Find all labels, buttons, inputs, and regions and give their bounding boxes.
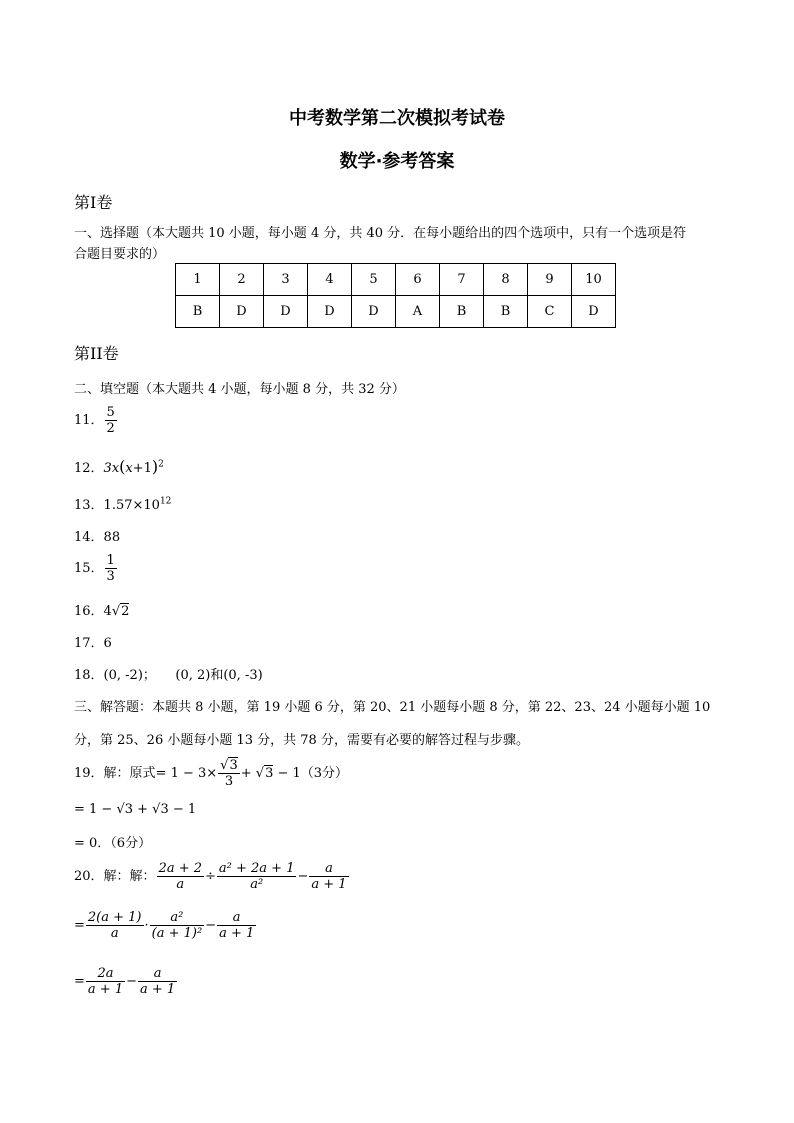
table-cell: D: [572, 296, 616, 328]
expr-exponent: 12: [159, 496, 172, 507]
answer-label: 19．解：原式: [74, 766, 156, 781]
table-cell: D: [264, 296, 308, 328]
table-cell: B: [440, 296, 484, 328]
answer-label: 16．: [74, 604, 104, 619]
choice-instruction-line2: 合题目要求的）: [74, 247, 166, 262]
fraction-denominator: a: [157, 876, 204, 892]
table-cell: 8: [484, 264, 528, 296]
fraction-denominator: a + 1: [311, 877, 347, 892]
sqrt-sign: √: [111, 604, 121, 619]
answer-16: [74, 600, 129, 619]
fraction-denominator: a + 1: [87, 982, 124, 997]
table-cell: 9: [528, 264, 572, 296]
answer-18: [74, 664, 263, 683]
answer-11: [74, 405, 118, 436]
answer-17: [74, 632, 112, 651]
fraction-denominator: (a + 1)²: [151, 926, 203, 941]
operator: =: [74, 918, 85, 933]
table-cell: D: [308, 296, 352, 328]
fraction: [105, 553, 117, 584]
expr-variable: x: [125, 461, 133, 476]
answer-table-number-row: [176, 264, 616, 296]
expr-coefficient: 4: [103, 604, 112, 619]
solution-20-line1: [74, 861, 350, 892]
fraction: [218, 758, 240, 789]
answer-value: 6: [103, 636, 112, 651]
table-cell: C: [528, 296, 572, 328]
expr-part: − 1（3分）: [273, 766, 349, 781]
expr-coefficient: 3x: [103, 461, 120, 476]
fraction: [86, 966, 125, 997]
fraction-numerator: 1: [106, 553, 115, 568]
operator: =: [74, 974, 85, 989]
fraction-numerator: a: [325, 861, 333, 876]
table-cell: 5: [352, 264, 396, 296]
fraction-numerator: a² + 2a + 1: [218, 861, 295, 876]
table-cell: 7: [440, 264, 484, 296]
table-cell: 3: [264, 264, 308, 296]
choice-instruction-line1: 一、选择题（本大题共 10 小题，每小题 4 分，共 40 分．在每小题给出的四个选项中，只有一个选项是符: [74, 226, 687, 241]
page-title: 中考数学第二次模拟考试卷: [289, 108, 505, 129]
fraction-denominator: a + 1: [219, 926, 255, 941]
answer-15: [74, 553, 118, 584]
table-cell: B: [484, 296, 528, 328]
sqrt-radicand: 3: [229, 758, 238, 773]
fraction-numerator: 5: [106, 405, 115, 420]
answer-label: 13．: [74, 498, 104, 513]
operator: ÷: [205, 869, 216, 884]
expr-part: = 1 − 3×: [155, 766, 218, 781]
page-subtitle: 数学·参考答案: [339, 151, 455, 172]
table-cell: A: [396, 296, 440, 328]
table-cell: 6: [396, 264, 440, 296]
fraction-denominator: a²: [217, 876, 297, 892]
table-cell: 10: [572, 264, 616, 296]
part1-heading: 第Ⅰ卷: [74, 193, 113, 212]
operator: −: [126, 974, 137, 989]
expr-exponent: 2: [158, 459, 164, 470]
table-cell: 1: [176, 264, 220, 296]
sqrt-radicand: 3: [265, 766, 274, 781]
table-cell: B: [176, 296, 220, 328]
answer-14: [74, 526, 120, 545]
fraction: [309, 861, 348, 892]
fraction-numerator: a²: [170, 910, 184, 925]
answer-value: (0, -2)； (0, 2)和(0, -3): [103, 668, 263, 683]
sqrt-sign: √: [255, 766, 265, 781]
fraction-denominator: 3: [218, 773, 240, 789]
answer-label: 14．: [74, 530, 104, 545]
answer-label: 12．: [74, 461, 104, 476]
solution-19-line1: [74, 758, 348, 789]
fill-heading: 二、填空题（本大题共 4 小题，每小题 8 分，共 32 分）: [74, 382, 405, 397]
fraction-denominator: a: [86, 925, 144, 941]
answer-table-answer-row: [176, 296, 616, 328]
solution-20-line2: [74, 910, 257, 941]
fraction: [150, 910, 205, 941]
solve-instruction-line1: 三、解答题：本题共 8 小题，第 19 小题 6 分，第 20、21 小题每小题 8 分，第 22、23、24 小题每小题 10: [74, 700, 711, 715]
fraction-numerator: 2a: [97, 966, 114, 981]
fraction-denominator: 2: [106, 421, 115, 436]
answer-label: 15．: [74, 561, 104, 576]
answer-label: 17．: [74, 636, 104, 651]
table-cell: 4: [308, 264, 352, 296]
fraction: [105, 405, 117, 436]
fraction-denominator: a + 1: [140, 982, 176, 997]
fraction-numerator: a: [232, 910, 241, 925]
expr-term: +1: [132, 461, 152, 476]
fraction: [86, 910, 144, 941]
answer-12: 12．$3x(x+1)^2$: [74, 457, 164, 476]
table-cell: 2: [220, 264, 264, 296]
fraction-numerator: a: [153, 966, 162, 981]
answer-table: [175, 263, 616, 328]
fraction: [138, 966, 177, 997]
part2-heading: 第II卷: [74, 344, 119, 363]
answer-label: 11．: [74, 413, 104, 428]
answer-label: 18．: [74, 668, 104, 683]
table-cell: D: [220, 296, 264, 328]
answer-13: [74, 494, 171, 513]
table-cell: D: [352, 296, 396, 328]
expr-part: +: [240, 766, 256, 781]
sqrt-radicand: 2: [121, 604, 130, 619]
fraction: [157, 861, 204, 892]
operator: −: [297, 869, 309, 884]
solution-20-line3: [74, 966, 178, 997]
operator: −: [205, 918, 217, 933]
answer-label: 20．解：解：: [74, 869, 156, 884]
solution-19-line2: = 1 − √3 + √3 − 1: [74, 802, 197, 817]
fraction: [217, 910, 256, 941]
solution-19-line3: = 0．（6分）: [74, 836, 152, 851]
fraction-numerator: √3: [220, 758, 238, 773]
fraction: [217, 861, 297, 892]
fraction-numerator: 2a + 2: [158, 861, 202, 876]
fraction-numerator: 2(a + 1): [87, 910, 142, 925]
operator: ·: [144, 918, 149, 933]
solve-instruction-line2: 分，第 25、26 小题每小题 13 分，共 78 分，需要有必要的解答过程与步骤。: [74, 733, 529, 748]
answer-value: 88: [103, 530, 121, 545]
fraction-denominator: 3: [106, 569, 115, 584]
expr-base: 1.57×10: [103, 498, 160, 513]
